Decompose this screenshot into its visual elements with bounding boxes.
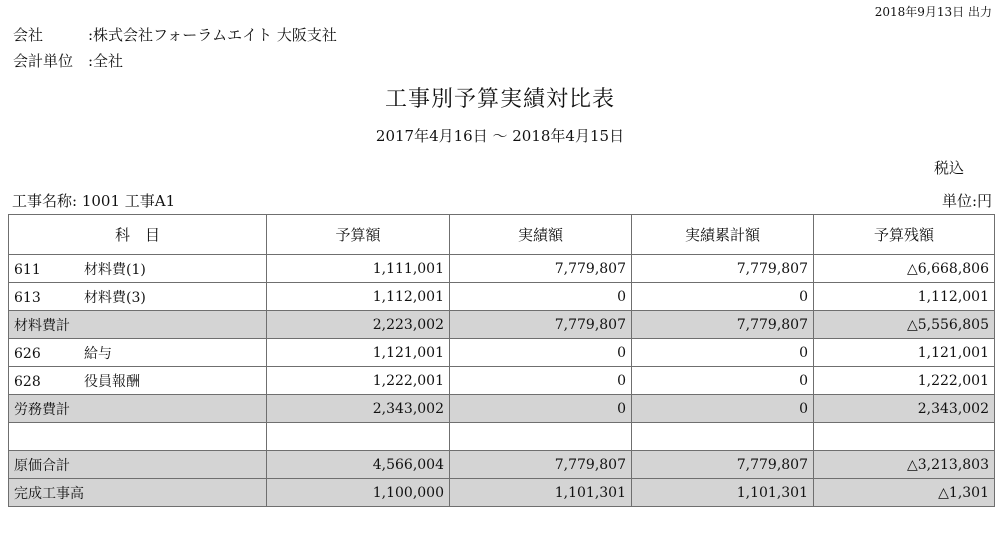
account-cell (9, 255, 267, 283)
accounting-unit-label: 会計単位 (13, 52, 74, 70)
subtotal-label: 労務費計 (9, 395, 267, 423)
subtotal-label: 材料費計 (9, 311, 267, 339)
project-name: 工事名称: 1001 工事A1 (12, 192, 176, 210)
actual-cell: 7,779,807 (450, 451, 632, 479)
subtotal-row (9, 395, 995, 423)
actual-cell: 7,779,807 (450, 311, 632, 339)
remaining-cell: 1,121,001 (814, 339, 995, 367)
budget-cell: 1,121,001 (267, 339, 450, 367)
empty-cell (9, 423, 267, 451)
budget-cell: 1,222,001 (267, 367, 450, 395)
remaining-cell: 2,343,002 (814, 395, 995, 423)
actual-cell: 0 (450, 339, 632, 367)
empty-cell (267, 423, 450, 451)
budget-cell: 1,112,001 (267, 283, 450, 311)
cumulative-cell: 0 (632, 367, 814, 395)
actual-cell: 1,101,301 (450, 479, 632, 507)
company-label: 会社 (13, 26, 44, 44)
column-header-cumulative: 実績累計額 (632, 215, 814, 255)
tax-note: 税込 (933, 159, 964, 177)
account-code: 628 (14, 373, 41, 390)
table-row (9, 283, 995, 311)
company-value: :株式会社フォーラムエイト 大阪支社 (88, 26, 337, 44)
table-row (9, 367, 995, 395)
report-title: 工事別予算実績対比表 (384, 87, 615, 112)
account-name: 役員報酬 (84, 373, 140, 390)
cumulative-cell: 0 (632, 395, 814, 423)
remaining-cell: 1,112,001 (814, 283, 995, 311)
total-cost-row (9, 451, 995, 479)
subtotal-label: 完成工事高 (9, 479, 267, 507)
account-cell (9, 339, 267, 367)
remaining-cell: 1,222,001 (814, 367, 995, 395)
account-code: 611 (14, 261, 41, 278)
budget-cell: 4,566,004 (267, 451, 450, 479)
account-name: 材料費(1) (84, 261, 146, 278)
accounting-unit-value: :全社 (88, 52, 124, 70)
cumulative-cell: 7,779,807 (632, 451, 814, 479)
column-header-budget: 予算額 (267, 215, 450, 255)
budget-cell: 1,111,001 (267, 255, 450, 283)
currency-unit: 単位:円 (941, 192, 992, 210)
column-header-account: 科 目 (9, 215, 267, 255)
actual-cell: 7,779,807 (450, 255, 632, 283)
table-row (9, 255, 995, 283)
cumulative-cell: 0 (632, 283, 814, 311)
empty-cell (450, 423, 632, 451)
remaining-cell: △3,213,803 (814, 451, 995, 479)
cumulative-cell: 7,779,807 (632, 255, 814, 283)
actual-cell: 0 (450, 367, 632, 395)
column-header-remaining: 予算残額 (814, 215, 995, 255)
account-name: 材料費(3) (84, 289, 146, 306)
table-header-row (9, 215, 995, 255)
empty-cell (632, 423, 814, 451)
actual-cell: 0 (450, 395, 632, 423)
report-period: 2017年4月16日 ～ 2018年4月15日 (375, 127, 625, 145)
account-cell (9, 367, 267, 395)
budget-actual-table (8, 214, 995, 507)
empty-cell (814, 423, 995, 451)
remaining-cell: △6,668,806 (814, 255, 995, 283)
table-row (9, 339, 995, 367)
completed-revenue-row (9, 479, 995, 507)
remaining-cell: △5,556,805 (814, 311, 995, 339)
budget-cell: 2,343,002 (267, 395, 450, 423)
subtotal-row (9, 311, 995, 339)
subtotal-label: 原価合計 (9, 451, 267, 479)
column-header-actual: 実績額 (450, 215, 632, 255)
account-name: 給与 (84, 345, 112, 362)
actual-cell: 0 (450, 283, 632, 311)
account-cell (9, 283, 267, 311)
empty-row (9, 423, 995, 451)
account-code: 626 (14, 345, 41, 362)
cumulative-cell: 0 (632, 339, 814, 367)
remaining-cell: △1,301 (814, 479, 995, 507)
account-code: 613 (14, 289, 41, 306)
cumulative-cell: 1,101,301 (632, 479, 814, 507)
budget-cell: 2,223,002 (267, 311, 450, 339)
output-date: 2018年9月13日 出力 (874, 5, 992, 19)
budget-cell: 1,100,000 (267, 479, 450, 507)
cumulative-cell: 7,779,807 (632, 311, 814, 339)
